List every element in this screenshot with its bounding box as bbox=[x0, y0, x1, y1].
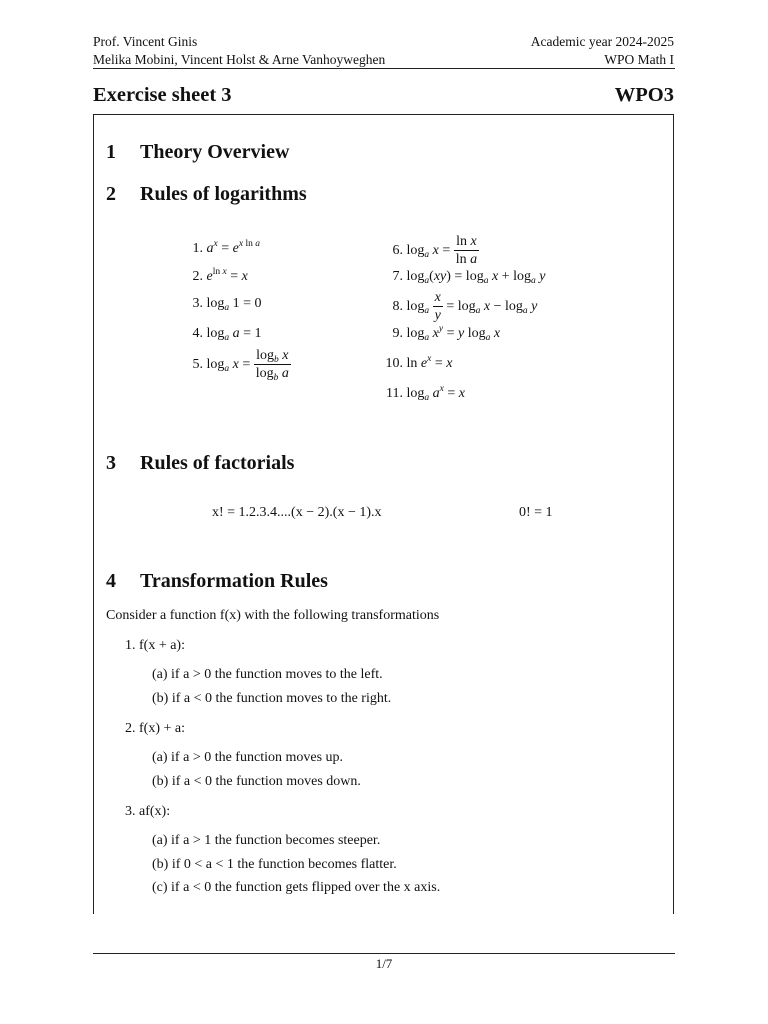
factorial-zero: 0! = 1 bbox=[519, 505, 553, 520]
rule-formula: $\log_a x$ = $\frac{\log_b x}{\log_b a}$ bbox=[206, 348, 289, 383]
transform-item-3 bbox=[125, 804, 170, 820]
log-rule-2 bbox=[185, 269, 248, 285]
section-number: 1 bbox=[106, 141, 116, 163]
assistants-names: Melika Mobini, Vincent Holst & Arne Vanhoyweghen bbox=[93, 52, 386, 67]
transform-item-3b bbox=[152, 857, 397, 873]
rule-number: 1. bbox=[192, 241, 203, 256]
log-rule-4 bbox=[185, 326, 262, 342]
rule-number: 3. bbox=[192, 296, 203, 311]
rule-formula: $\log_a x^y = y$ $\log_a x$ bbox=[406, 324, 501, 343]
rule-formula: $\log_a a^x = x$ bbox=[406, 384, 465, 403]
fraction: $\frac{\text{ln x}}{\text{ln a}}$ bbox=[455, 234, 478, 267]
section-number: 2 bbox=[106, 183, 116, 205]
sub-label: (a) bbox=[152, 750, 168, 765]
sub-text: if a > 1 the function becomes steeper. bbox=[171, 833, 381, 848]
header-left bbox=[93, 33, 385, 69]
log-rule-10 bbox=[385, 356, 452, 372]
rule-number: 6. bbox=[392, 242, 403, 258]
sub-text: if a > 0 the function moves up. bbox=[171, 750, 344, 765]
transform-intro: Consider a function f(x) with the following transformations bbox=[106, 608, 440, 623]
rule-number: 9. bbox=[392, 326, 403, 341]
sub-label: (a) bbox=[152, 833, 168, 848]
rule-formula: $a^x = e^{x ln a}$ bbox=[206, 239, 260, 256]
rule-number: 10. bbox=[385, 356, 403, 371]
rule-formula: $e^{ln x} = x$ bbox=[206, 267, 248, 284]
sub-label: (c) bbox=[152, 880, 168, 895]
transform-item-1 bbox=[125, 638, 185, 654]
page-number: 1/7 bbox=[375, 956, 393, 971]
log-rule-1 bbox=[185, 241, 260, 257]
transform-item-1b bbox=[152, 691, 391, 707]
sub-label: (a) bbox=[152, 667, 168, 682]
professor-name: Prof. Vincent Ginis bbox=[93, 34, 198, 49]
section-title: Theory Overview bbox=[140, 141, 290, 163]
section-title: Rules of factorials bbox=[140, 452, 295, 474]
rule-number: 11. bbox=[386, 386, 403, 401]
transform-item-2b bbox=[152, 774, 361, 790]
section-number: 4 bbox=[106, 570, 116, 592]
section-3-heading bbox=[106, 452, 294, 475]
factorial-definition: x! = 1.2.3.4....(x − 2).(x − 1).x bbox=[212, 505, 382, 520]
section-4-heading bbox=[106, 570, 328, 593]
rule-number: 2. bbox=[192, 269, 203, 284]
section-title: Rules of logarithms bbox=[140, 183, 307, 205]
log-rule-8 bbox=[385, 289, 537, 324]
log-rule-7 bbox=[385, 269, 545, 285]
transform-item-3a bbox=[152, 833, 380, 849]
item-number: 2. bbox=[125, 721, 136, 736]
header-rule bbox=[93, 68, 675, 69]
footer-rule bbox=[93, 953, 675, 954]
rule-number: 7. bbox=[392, 269, 403, 284]
fraction: $\frac{\log_b x}{\log_b a}$ bbox=[255, 348, 289, 383]
log-rule-5 bbox=[185, 347, 291, 382]
item-number: 3. bbox=[125, 804, 136, 819]
transform-item-2 bbox=[125, 721, 185, 737]
rule-number: 4. bbox=[192, 326, 203, 341]
sheet-title: Exercise sheet 3 bbox=[93, 84, 232, 106]
rule-formula: $\ln e^x = x$ bbox=[406, 354, 453, 371]
fraction: $\frac{x}{y}$ bbox=[434, 290, 441, 323]
rule-formula: $\log_a$ $\frac{x}{y}$ = $\log_a x - \log_a y$ bbox=[406, 290, 538, 323]
rule-formula: $\log_a 1 = 0$ bbox=[206, 296, 262, 313]
sub-text: if a > 0 the function moves to the left. bbox=[171, 667, 383, 682]
sheet-code: WPO3 bbox=[614, 84, 674, 106]
log-rule-6 bbox=[385, 233, 479, 268]
item-heading: f(x) + a: bbox=[139, 721, 185, 736]
course-name: WPO Math I bbox=[604, 52, 674, 67]
item-heading: f(x + a): bbox=[139, 638, 185, 653]
section-2-heading bbox=[106, 183, 307, 206]
section-title: Transformation Rules bbox=[140, 570, 328, 592]
log-rule-3 bbox=[185, 296, 262, 312]
sub-label: (b) bbox=[152, 691, 169, 706]
sub-text: if a < 0 the function moves to the right. bbox=[171, 691, 392, 706]
sub-label: (b) bbox=[152, 774, 169, 789]
section-1-heading bbox=[106, 141, 289, 164]
sub-text: if a < 0 the function moves down. bbox=[171, 774, 361, 789]
section-number: 3 bbox=[106, 452, 116, 474]
header-right bbox=[531, 33, 674, 69]
item-heading: af(x): bbox=[139, 804, 171, 819]
rule-formula: $\log_a x$ = $\frac{\text{ln x}}{\text{ln a}}$ bbox=[406, 234, 478, 267]
transform-item-2a bbox=[152, 750, 343, 766]
content-frame bbox=[93, 114, 674, 914]
academic-year: Academic year 2024-2025 bbox=[530, 34, 674, 49]
transform-item-1a bbox=[152, 667, 383, 683]
rule-number: 5. bbox=[192, 356, 203, 372]
transform-item-3c bbox=[152, 880, 440, 896]
rule-number: 8. bbox=[392, 298, 403, 314]
sub-label: (b) bbox=[152, 857, 169, 872]
log-rule-9 bbox=[385, 326, 500, 342]
rule-formula: $\log_a a = 1$ bbox=[206, 326, 262, 343]
sub-text: if 0 < a < 1 the function becomes flatter. bbox=[171, 857, 397, 872]
sub-text: if a < 0 the function gets flipped over the x axis. bbox=[171, 880, 441, 895]
rule-formula: $\log_a(xy) = \log_a x + \log_a y$ bbox=[406, 269, 546, 286]
item-number: 1. bbox=[125, 638, 136, 653]
log-rule-11 bbox=[385, 386, 465, 402]
